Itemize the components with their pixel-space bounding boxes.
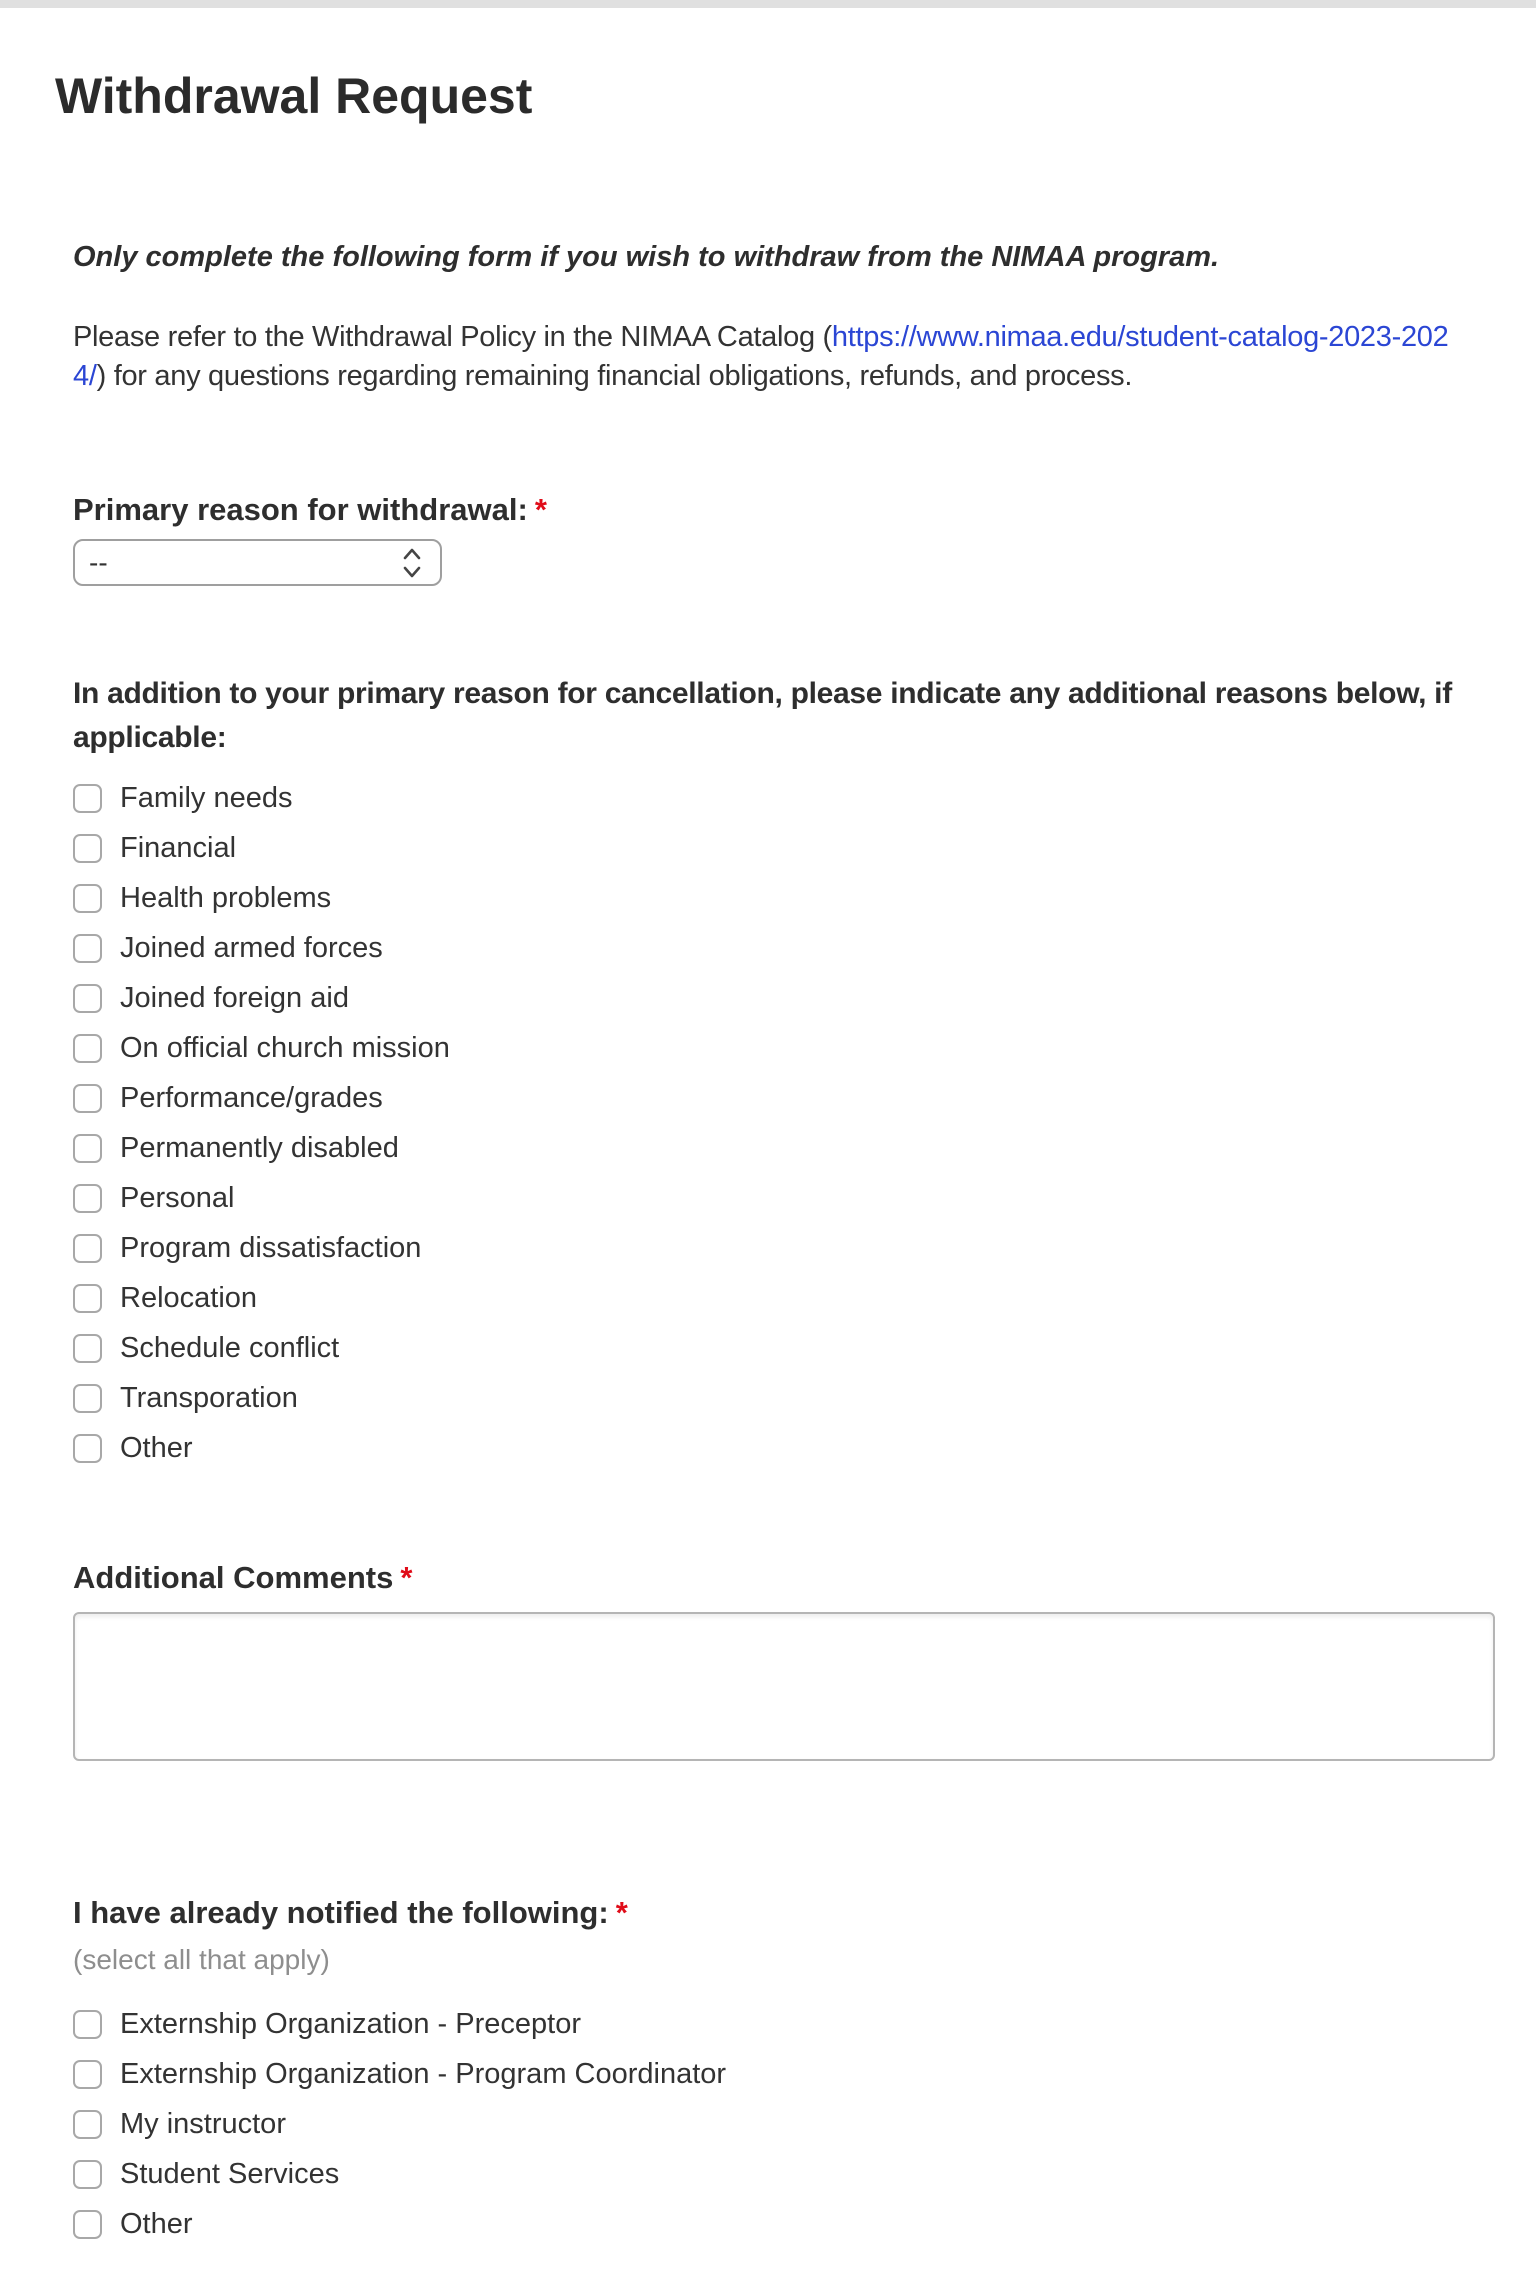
checkbox-label: On official church mission (120, 1032, 450, 1064)
checkbox-label: Student Services (120, 2158, 340, 2190)
checkbox-label: My instructor (120, 2108, 286, 2140)
checkbox-label: Other (120, 1432, 193, 1464)
select-updown-chevrons-icon (400, 545, 424, 581)
checkbox-label: Personal (120, 1182, 235, 1214)
checkbox-option-row[interactable] (73, 2060, 1495, 2089)
checkbox-label: Financial (120, 832, 237, 864)
checkbox-option-row[interactable] (73, 934, 1495, 963)
checkbox[interactable] (73, 1034, 102, 1063)
checkbox[interactable] (73, 1434, 102, 1463)
notified-options (73, 2010, 1495, 2239)
checkbox-label: Program dissatisfaction (120, 1232, 422, 1264)
checkbox-option-row[interactable] (73, 2160, 1495, 2189)
checkbox-label: Permanently disabled (120, 1132, 399, 1164)
additional-comments-input[interactable] (73, 1612, 1495, 1761)
checkbox-label: Other (120, 2208, 193, 2240)
checkbox-option-row[interactable] (73, 1384, 1495, 1413)
checkbox-option-row[interactable] (73, 784, 1495, 813)
checkbox[interactable] (73, 784, 102, 813)
checkbox-label: Family needs (120, 782, 293, 814)
page-title: Withdrawal Request (55, 68, 533, 124)
catalog-link-line1: https://www.nimaa.edu/student-catalog-2023-202 (831, 321, 1449, 353)
checkbox-option-row[interactable] (73, 1234, 1495, 1263)
notified-hint: (select all that apply) (73, 1944, 330, 1975)
checkbox-option-row[interactable] (73, 2110, 1495, 2139)
checkbox[interactable] (73, 984, 102, 1013)
intro-note: Only complete the following form if you wish to withdraw from the NIMAA program. (73, 241, 1220, 273)
select-value: -- (89, 546, 108, 578)
top-edge-strip (0, 0, 1536, 8)
additional-reasons-label (73, 672, 1495, 760)
checkbox-label: Health problems (120, 882, 332, 914)
required-asterisk: * (615, 1895, 628, 1930)
policy-paragraph (73, 318, 1495, 396)
form-body (0, 237, 1536, 2239)
checkbox-option-row[interactable] (73, 1184, 1495, 1213)
primary-reason-label (73, 490, 1495, 530)
withdrawal-form (0, 66, 1536, 2239)
checkbox[interactable] (73, 2160, 102, 2189)
primary-reason-label-text: Primary reason for withdrawal: (73, 492, 528, 527)
policy-text-pre: Please refer to the Withdrawal Policy in the NIMAA Catalog ( (73, 321, 832, 353)
required-asterisk: * (400, 1560, 413, 1595)
checkbox-label: Schedule conflict (120, 1332, 340, 1364)
checkbox-label: Externship Organization - Preceptor (120, 2008, 581, 2040)
checkbox-option-row[interactable] (73, 1334, 1495, 1363)
checkbox-label: Joined foreign aid (120, 982, 349, 1014)
checkbox-label: Joined armed forces (120, 932, 383, 964)
additional-comments-label-text: Additional Comments (73, 1560, 394, 1595)
checkbox-option-row[interactable] (73, 2010, 1495, 2039)
checkbox[interactable] (73, 1134, 102, 1163)
required-asterisk: * (534, 492, 547, 527)
checkbox-option-row[interactable] (73, 834, 1495, 863)
checkbox[interactable] (73, 1334, 102, 1363)
primary-reason-select[interactable] (73, 539, 442, 586)
checkbox-option-row[interactable] (73, 1134, 1495, 1163)
additional-reasons-label-line1: In addition to your primary reason for cancellation, please indicate any additional reasons below, if (73, 677, 1452, 710)
checkbox-option-row[interactable] (73, 884, 1495, 913)
checkbox[interactable] (73, 2210, 102, 2239)
notified-label (73, 1893, 1495, 1933)
checkbox[interactable] (73, 2010, 102, 2039)
additional-reasons-label-line2: applicable: (73, 721, 227, 754)
checkbox[interactable] (73, 2110, 102, 2139)
checkbox[interactable] (73, 1284, 102, 1313)
checkbox-option-row[interactable] (73, 1284, 1495, 1313)
checkbox-option-row[interactable] (73, 1434, 1495, 1463)
notified-label-text: I have already notified the following: (73, 1895, 609, 1930)
checkbox[interactable] (73, 834, 102, 863)
catalog-link-line2: 4/ (73, 360, 97, 392)
checkbox[interactable] (73, 1184, 102, 1213)
checkbox[interactable] (73, 1084, 102, 1113)
checkbox-label: Relocation (120, 1282, 258, 1314)
checkbox[interactable] (73, 884, 102, 913)
checkbox-label: Externship Organization - Program Coordinator (120, 2058, 727, 2090)
checkbox[interactable] (73, 2060, 102, 2089)
checkbox-option-row[interactable] (73, 1084, 1495, 1113)
additional-reasons-options (73, 784, 1495, 1463)
checkbox[interactable] (73, 1234, 102, 1263)
checkbox-label: Performance/grades (120, 1082, 383, 1114)
checkbox-option-row[interactable] (73, 1034, 1495, 1063)
checkbox[interactable] (73, 1384, 102, 1413)
checkbox-option-row[interactable] (73, 984, 1495, 1013)
checkbox[interactable] (73, 934, 102, 963)
checkbox-label: Transporation (120, 1382, 298, 1414)
policy-text-post: ) for any questions regarding remaining financial obligations, refunds, and process. (96, 360, 1133, 392)
additional-comments-label (73, 1558, 1495, 1598)
checkbox-option-row[interactable] (73, 2210, 1495, 2239)
